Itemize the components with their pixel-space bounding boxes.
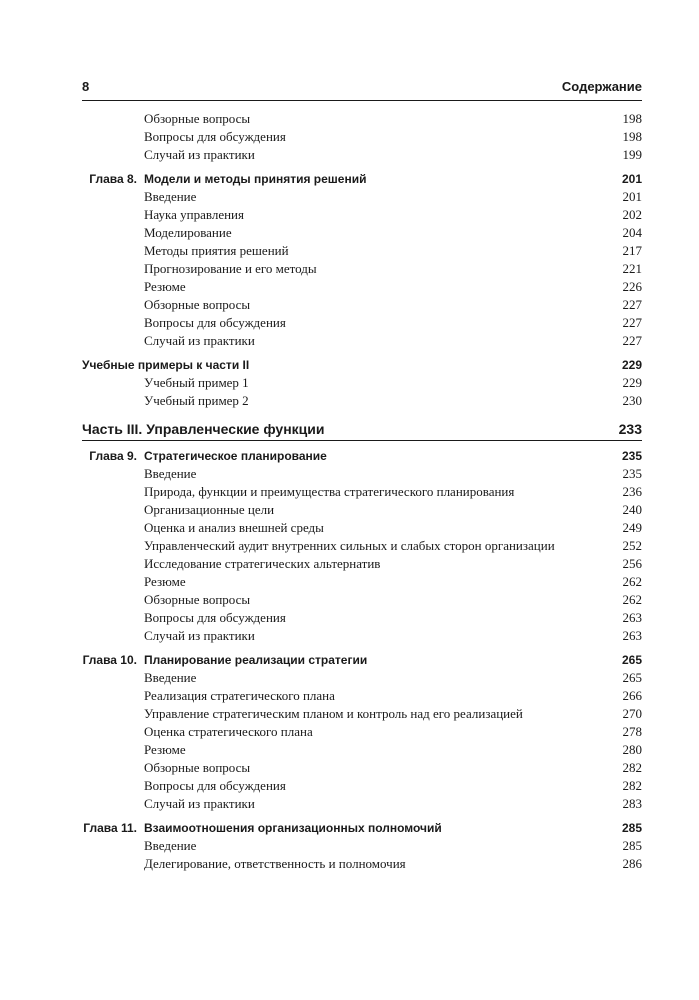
toc-page-number: 198 <box>622 111 642 126</box>
toc-entry-title: Учебный пример 2 <box>144 393 249 408</box>
chapter-number: Глава 8. <box>89 172 137 186</box>
toc-page-number: 252 <box>622 538 642 553</box>
toc-row <box>82 465 642 483</box>
toc-entry-title: Резюме <box>144 742 186 757</box>
toc-chapter <box>82 447 642 465</box>
toc-row <box>82 128 642 146</box>
toc-row <box>82 188 642 206</box>
toc-page-number: 221 <box>622 261 642 276</box>
page-number: 8 <box>82 79 90 94</box>
toc-page-number: 278 <box>622 724 642 739</box>
toc-row <box>82 555 642 573</box>
toc-page-number: 236 <box>622 484 642 499</box>
toc-row <box>82 669 642 687</box>
toc-page-number: 256 <box>622 556 642 571</box>
toc-page-number: 230 <box>622 393 642 408</box>
toc-row <box>82 206 642 224</box>
toc-row <box>82 705 642 723</box>
toc-entry-title: Управленческий аудит внутренних сильных и слабых сторон организации <box>144 538 555 553</box>
toc-entry-title: Управление стратегическим планом и контроль над его реализацией <box>144 706 523 721</box>
toc-row <box>82 741 642 759</box>
toc-page-number: 283 <box>622 796 642 811</box>
toc-row <box>82 687 642 705</box>
toc-part <box>82 418 642 441</box>
toc-entry-title: Исследование стратегических альтернатив <box>144 556 381 571</box>
toc-row <box>82 224 642 242</box>
toc-chapter <box>82 819 642 837</box>
toc-entry-title: Введение <box>144 670 197 685</box>
toc-entry-title: Случай из практики <box>144 147 255 162</box>
toc-row <box>82 795 642 813</box>
toc-row <box>82 314 642 332</box>
toc-row <box>82 855 642 873</box>
toc-entry-title: Взаимоотношения организационных полномочий <box>144 821 442 835</box>
toc-page-number: 263 <box>622 628 642 643</box>
toc-row <box>82 573 642 591</box>
toc-row <box>82 374 642 392</box>
toc-entry-title: Стратегическое планирование <box>144 449 327 463</box>
toc-row <box>82 332 642 350</box>
toc-page-number: 262 <box>622 592 642 607</box>
toc-entry-title: Часть III. Управленческие функции <box>82 421 325 437</box>
toc-row <box>82 723 642 741</box>
toc-entry-title: Случай из практики <box>144 796 255 811</box>
toc-entry-title: Вопросы для обсуждения <box>144 778 286 793</box>
toc-page-number: 202 <box>622 207 642 222</box>
toc-row <box>82 759 642 777</box>
toc-page-number: 282 <box>622 778 642 793</box>
toc-page-number: 226 <box>622 279 642 294</box>
toc-page-number: 265 <box>622 670 642 685</box>
toc-page-number: 217 <box>622 243 642 258</box>
toc-page-number: 235 <box>621 449 642 463</box>
toc-page-number: 262 <box>622 574 642 589</box>
toc-row <box>82 278 642 296</box>
chapter-number: Глава 10. <box>82 653 137 667</box>
toc-entry-title: Обзорные вопросы <box>144 297 251 312</box>
toc-page-number: 201 <box>622 189 642 204</box>
toc-entry-title: Введение <box>144 838 197 853</box>
toc-entry-title: Природа, функции и преимущества стратегического планирования <box>144 484 515 499</box>
toc-entry-title: Введение <box>144 189 197 204</box>
toc-page-number: 282 <box>622 760 642 775</box>
toc-row <box>82 392 642 410</box>
toc-entry-title: Реализация стратегического плана <box>144 688 335 703</box>
toc-row <box>82 260 642 278</box>
toc-chapter <box>82 170 642 188</box>
toc-entry-title: Учебные примеры к части II <box>82 358 250 372</box>
toc-entry-title: Организационные цели <box>144 502 275 517</box>
toc-entry-title: Моделирование <box>144 225 232 240</box>
toc-page-number: 235 <box>622 466 642 481</box>
toc-row <box>82 627 642 645</box>
toc-page-number: 270 <box>622 706 642 721</box>
toc-row <box>82 537 642 555</box>
toc-page-number: 285 <box>621 821 642 835</box>
toc-entry-title: Учебный пример 1 <box>144 375 249 390</box>
toc-entry-title: Вопросы для обсуждения <box>144 129 286 144</box>
toc-page-number: 286 <box>622 856 642 871</box>
toc-page-number: 265 <box>621 653 642 667</box>
toc-row <box>82 777 642 795</box>
toc-entry-title: Модели и методы принятия решений <box>144 172 367 186</box>
toc-entry-title: Методы приятия решений <box>144 243 289 258</box>
toc-row <box>82 296 642 314</box>
toc-entry-title: Оценка стратегического плана <box>144 724 313 739</box>
toc-page-number: 227 <box>622 315 642 330</box>
toc-entry-title: Обзорные вопросы <box>144 592 251 607</box>
toc-page-number: 227 <box>622 333 642 348</box>
toc-row <box>82 837 642 855</box>
toc-entry-title: Наука управления <box>144 207 244 222</box>
toc-entry-title: Обзорные вопросы <box>144 760 251 775</box>
toc-row <box>82 609 642 627</box>
toc-row <box>82 501 642 519</box>
toc-section <box>82 356 642 374</box>
table-of-contents <box>82 110 642 873</box>
toc-entry-title: Резюме <box>144 574 186 589</box>
page-header <box>82 76 642 101</box>
toc-page-number: 198 <box>622 129 642 144</box>
toc-row <box>82 519 642 537</box>
toc-page-number: 263 <box>622 610 642 625</box>
toc-row <box>82 146 642 164</box>
toc-page-number: 227 <box>622 297 642 312</box>
toc-entry-title: Случай из практики <box>144 333 255 348</box>
toc-entry-title: Обзорные вопросы <box>144 111 251 126</box>
toc-entry-title: Прогнозирование и его методы <box>144 261 317 276</box>
toc-row <box>82 242 642 260</box>
running-title: Содержание <box>561 79 642 94</box>
toc-page-number: 229 <box>621 358 642 372</box>
toc-page-number: 280 <box>622 742 642 757</box>
toc-page-number: 204 <box>622 225 642 240</box>
toc-page-number: 233 <box>618 421 642 437</box>
toc-row <box>82 110 642 128</box>
toc-entry-title: Делегирование, ответственность и полномочия <box>144 856 406 871</box>
toc-row <box>82 483 642 501</box>
chapter-number: Глава 9. <box>89 449 137 463</box>
toc-page-number: 285 <box>622 838 642 853</box>
toc-entry-title: Случай из практики <box>144 628 255 643</box>
toc-page-number: 240 <box>622 502 642 517</box>
toc-entry-title: Вопросы для обсуждения <box>144 610 286 625</box>
toc-entry-title: Оценка и анализ внешней среды <box>144 520 324 535</box>
toc-page-number: 249 <box>622 520 642 535</box>
toc-entry-title: Резюме <box>144 279 186 294</box>
toc-entry-title: Планирование реализации стратегии <box>144 653 368 667</box>
toc-page-number: 201 <box>621 172 642 186</box>
toc-row <box>82 591 642 609</box>
toc-page-number: 266 <box>622 688 642 703</box>
toc-page-number: 199 <box>622 147 642 162</box>
chapter-number: Глава 11. <box>83 821 137 835</box>
toc-entry-title: Введение <box>144 466 197 481</box>
toc-page-number: 229 <box>622 375 642 390</box>
toc-chapter <box>82 651 642 669</box>
toc-entry-title: Вопросы для обсуждения <box>144 315 286 330</box>
